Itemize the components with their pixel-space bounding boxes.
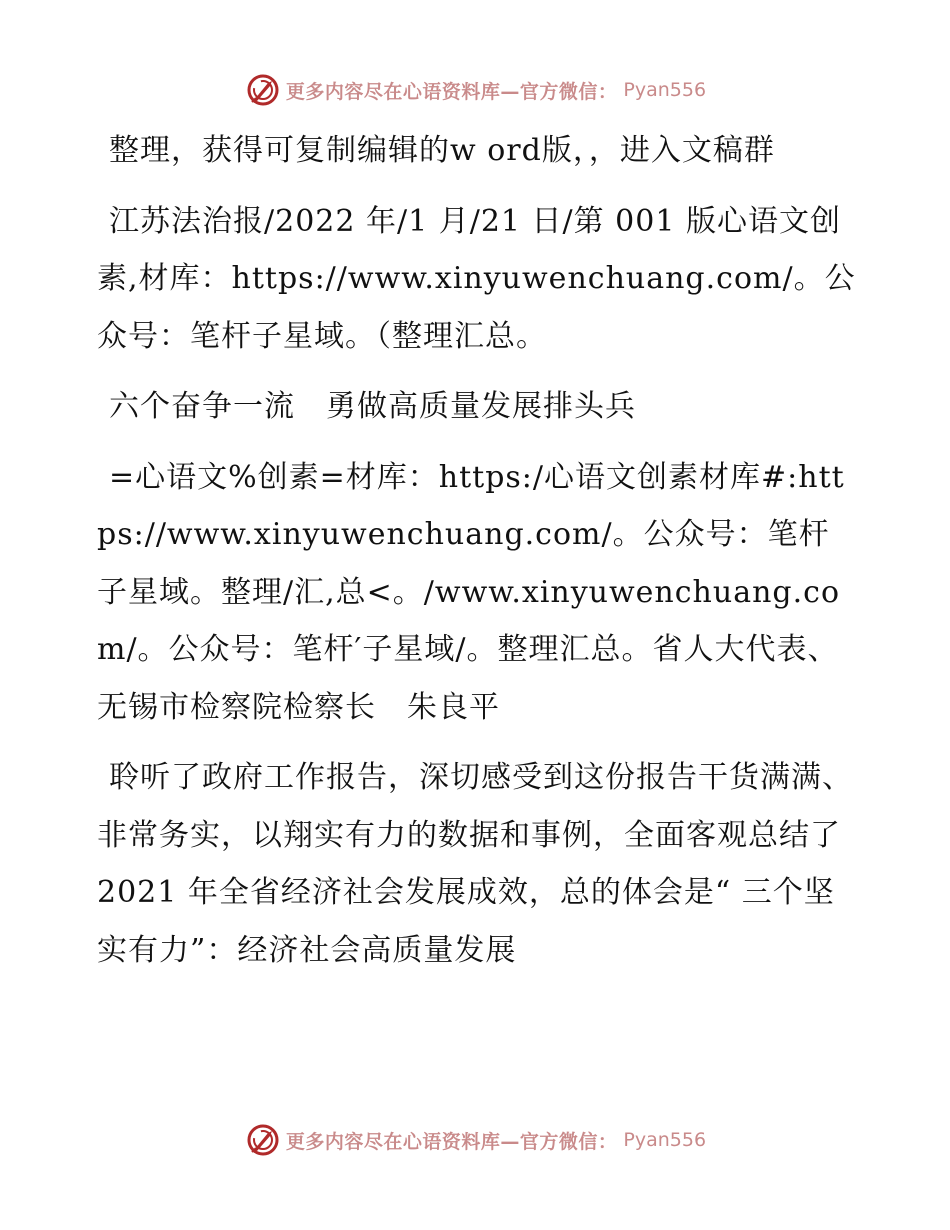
header-watermark [246,73,706,107]
footer-banner-text: 更多内容尽在心语资料库—官方微信： [285,1130,618,1153]
article-title: 六个奋争一流 勇做高质量发展排头兵 [109,389,636,424]
header-banner-text: 更多内容尽在心语资料库—官方微信： [285,80,618,103]
quill-logo-icon [246,1123,280,1157]
document-body [97,122,857,992]
paragraph-intro: 整理，获得可复制编辑的w ord版，，进入文稿群 [109,133,775,168]
paragraph-source: 江苏法治报/2022 年/1 月/21 日/第 001 版心语文创素,材库：https://www.xinyuwenchuang.com/。公众号：笔杆子星域。（整理汇总。 [97,203,856,354]
footer-watermark [246,1123,706,1157]
footer-banner-contact: Pyan556 [623,1129,707,1151]
header-watermark-banner [0,70,950,110]
footer-watermark-banner [0,1120,950,1160]
header-banner-contact: Pyan556 [623,79,707,101]
paragraph-body: 聆听了政府工作报告，深切感受到这份报告干货满满、非常务实，以翔实有力的数据和事例，全面客观总结了 2021 年全省经济社会发展成效，总的体会是“ 三个坚实有力”：经济社会高质量发展 [97,760,853,968]
paragraph-author: =心语文%创素=材库：https:/心语文创素材库#:https://www.xinyuwenchuang.com/。公众号：笔杆子星域。整理/汇,总<。/www.xinyuwenchuang.com/。公众号：笔杆′子星域/。整理汇总。省人大代表、无锡市检察院检察长 朱良平 [97,459,845,725]
quill-logo-icon [246,73,280,107]
